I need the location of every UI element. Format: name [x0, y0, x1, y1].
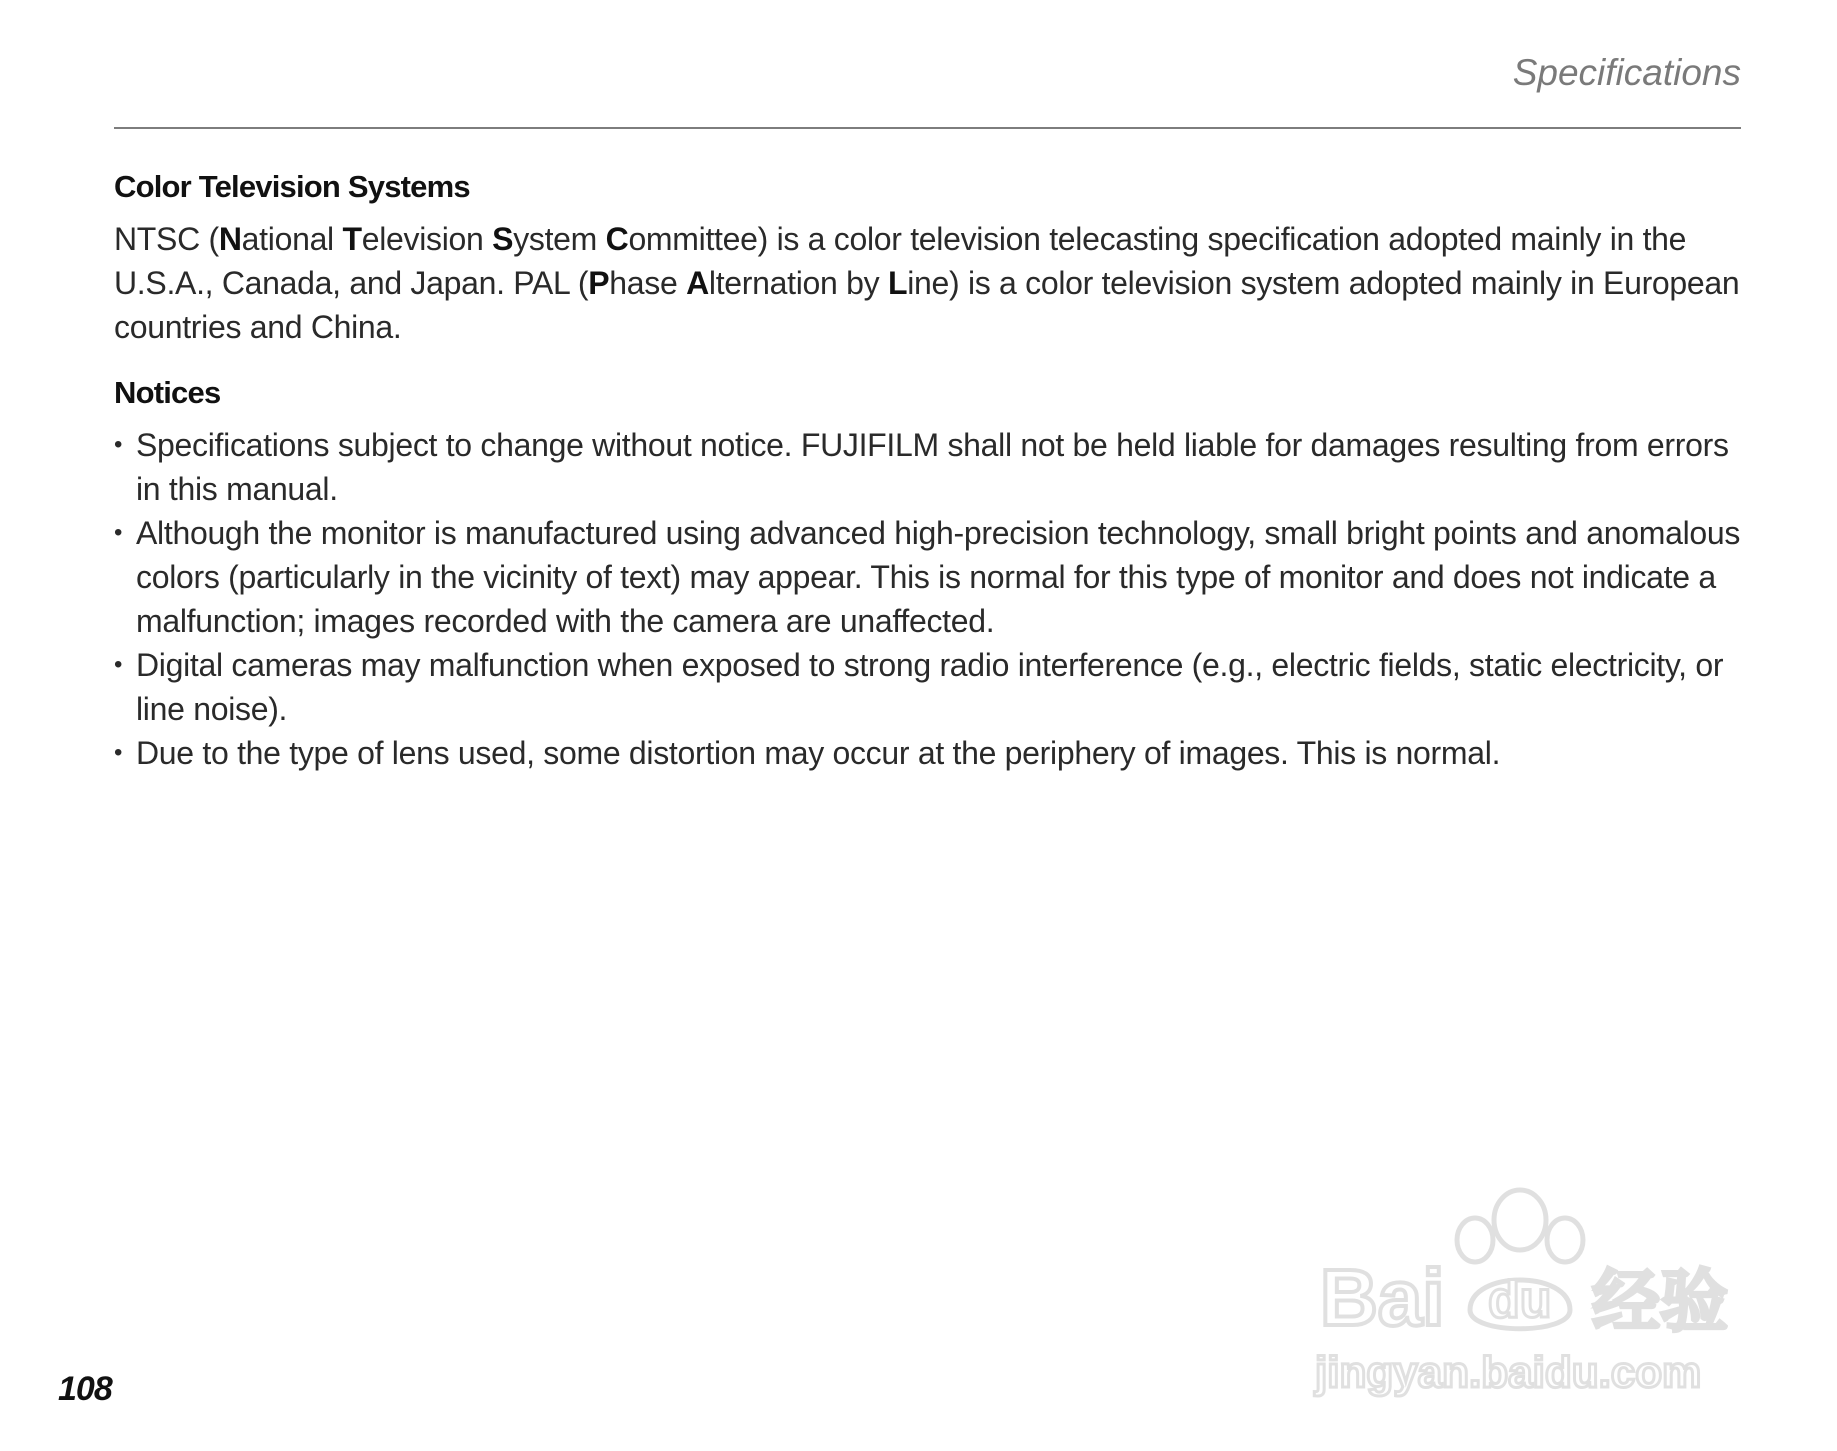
section-spacer — [114, 349, 1741, 371]
text-run: ational — [241, 221, 343, 257]
text-run: ommittee) is a color television telecasting specification adopted mainly in the U.S.A., Canada, and Japan. PAL ( — [114, 221, 1687, 301]
list-item — [114, 423, 1741, 511]
notices-list — [114, 423, 1741, 775]
section-heading-color-tv: Color Television Systems — [114, 169, 470, 204]
text-run: hase — [609, 265, 687, 301]
bullet-icon: • — [114, 519, 123, 546]
acronym-letter: T — [342, 221, 362, 257]
text-run: NTSC ( — [114, 221, 219, 257]
baidu-watermark-logo — [1310, 1175, 1750, 1405]
running-header-title: Specifications — [1512, 52, 1741, 93]
svg-text:经验: 经验 — [1592, 1263, 1729, 1342]
bullet-icon: • — [114, 651, 123, 678]
text-run: ine) is a color television system adopted mainly in European countries and China. — [114, 265, 1740, 345]
list-item — [114, 643, 1741, 731]
list-item — [114, 731, 1741, 775]
text-run: lternation by — [708, 265, 888, 301]
page-number: 108 — [58, 1370, 112, 1408]
notice-text: Digital cameras may malfunction when exposed to strong radio interference (e.g., electric fields, static electricity, or line noise). — [136, 647, 1724, 727]
baidu-jingyan-watermark — [1310, 1175, 1750, 1405]
svg-text:Bai: Bai — [1320, 1253, 1445, 1342]
text-run: ystem — [513, 221, 606, 257]
watermark-url: jingyan.baidu.com — [1315, 1348, 1702, 1397]
notice-text: Due to the type of lens used, some distortion may occur at the periphery of images. This is normal. — [136, 735, 1501, 771]
color-tv-paragraph — [114, 217, 1741, 349]
acronym-letter: L — [887, 265, 908, 301]
bullet-icon: • — [114, 739, 123, 766]
page-content — [114, 165, 1741, 775]
acronym-letter: A — [686, 265, 709, 301]
acronym-letter: N — [218, 221, 242, 257]
bullet-icon: • — [114, 431, 123, 458]
acronym-letter: S — [492, 221, 514, 257]
svg-text:du: du — [1488, 1271, 1552, 1329]
notice-text: Specifications subject to change without notice. FUJIFILM shall not be held liable for damages resulting from errors in this manual. — [136, 427, 1729, 507]
text-run: elevision — [361, 221, 493, 257]
section-heading-notices: Notices — [114, 375, 221, 410]
acronym-letter: C — [605, 221, 629, 257]
notice-text: Although the monitor is manufactured using advanced high-precision technology, small bright points and anomalous colors (particularly in the vicinity of text) may appear. This is normal for this type of monitor and does not indicate a malfunction; images recorded with the camera are unaffected. — [136, 515, 1741, 639]
acronym-letter: P — [588, 265, 610, 301]
list-item — [114, 511, 1741, 643]
header-divider — [114, 127, 1741, 129]
